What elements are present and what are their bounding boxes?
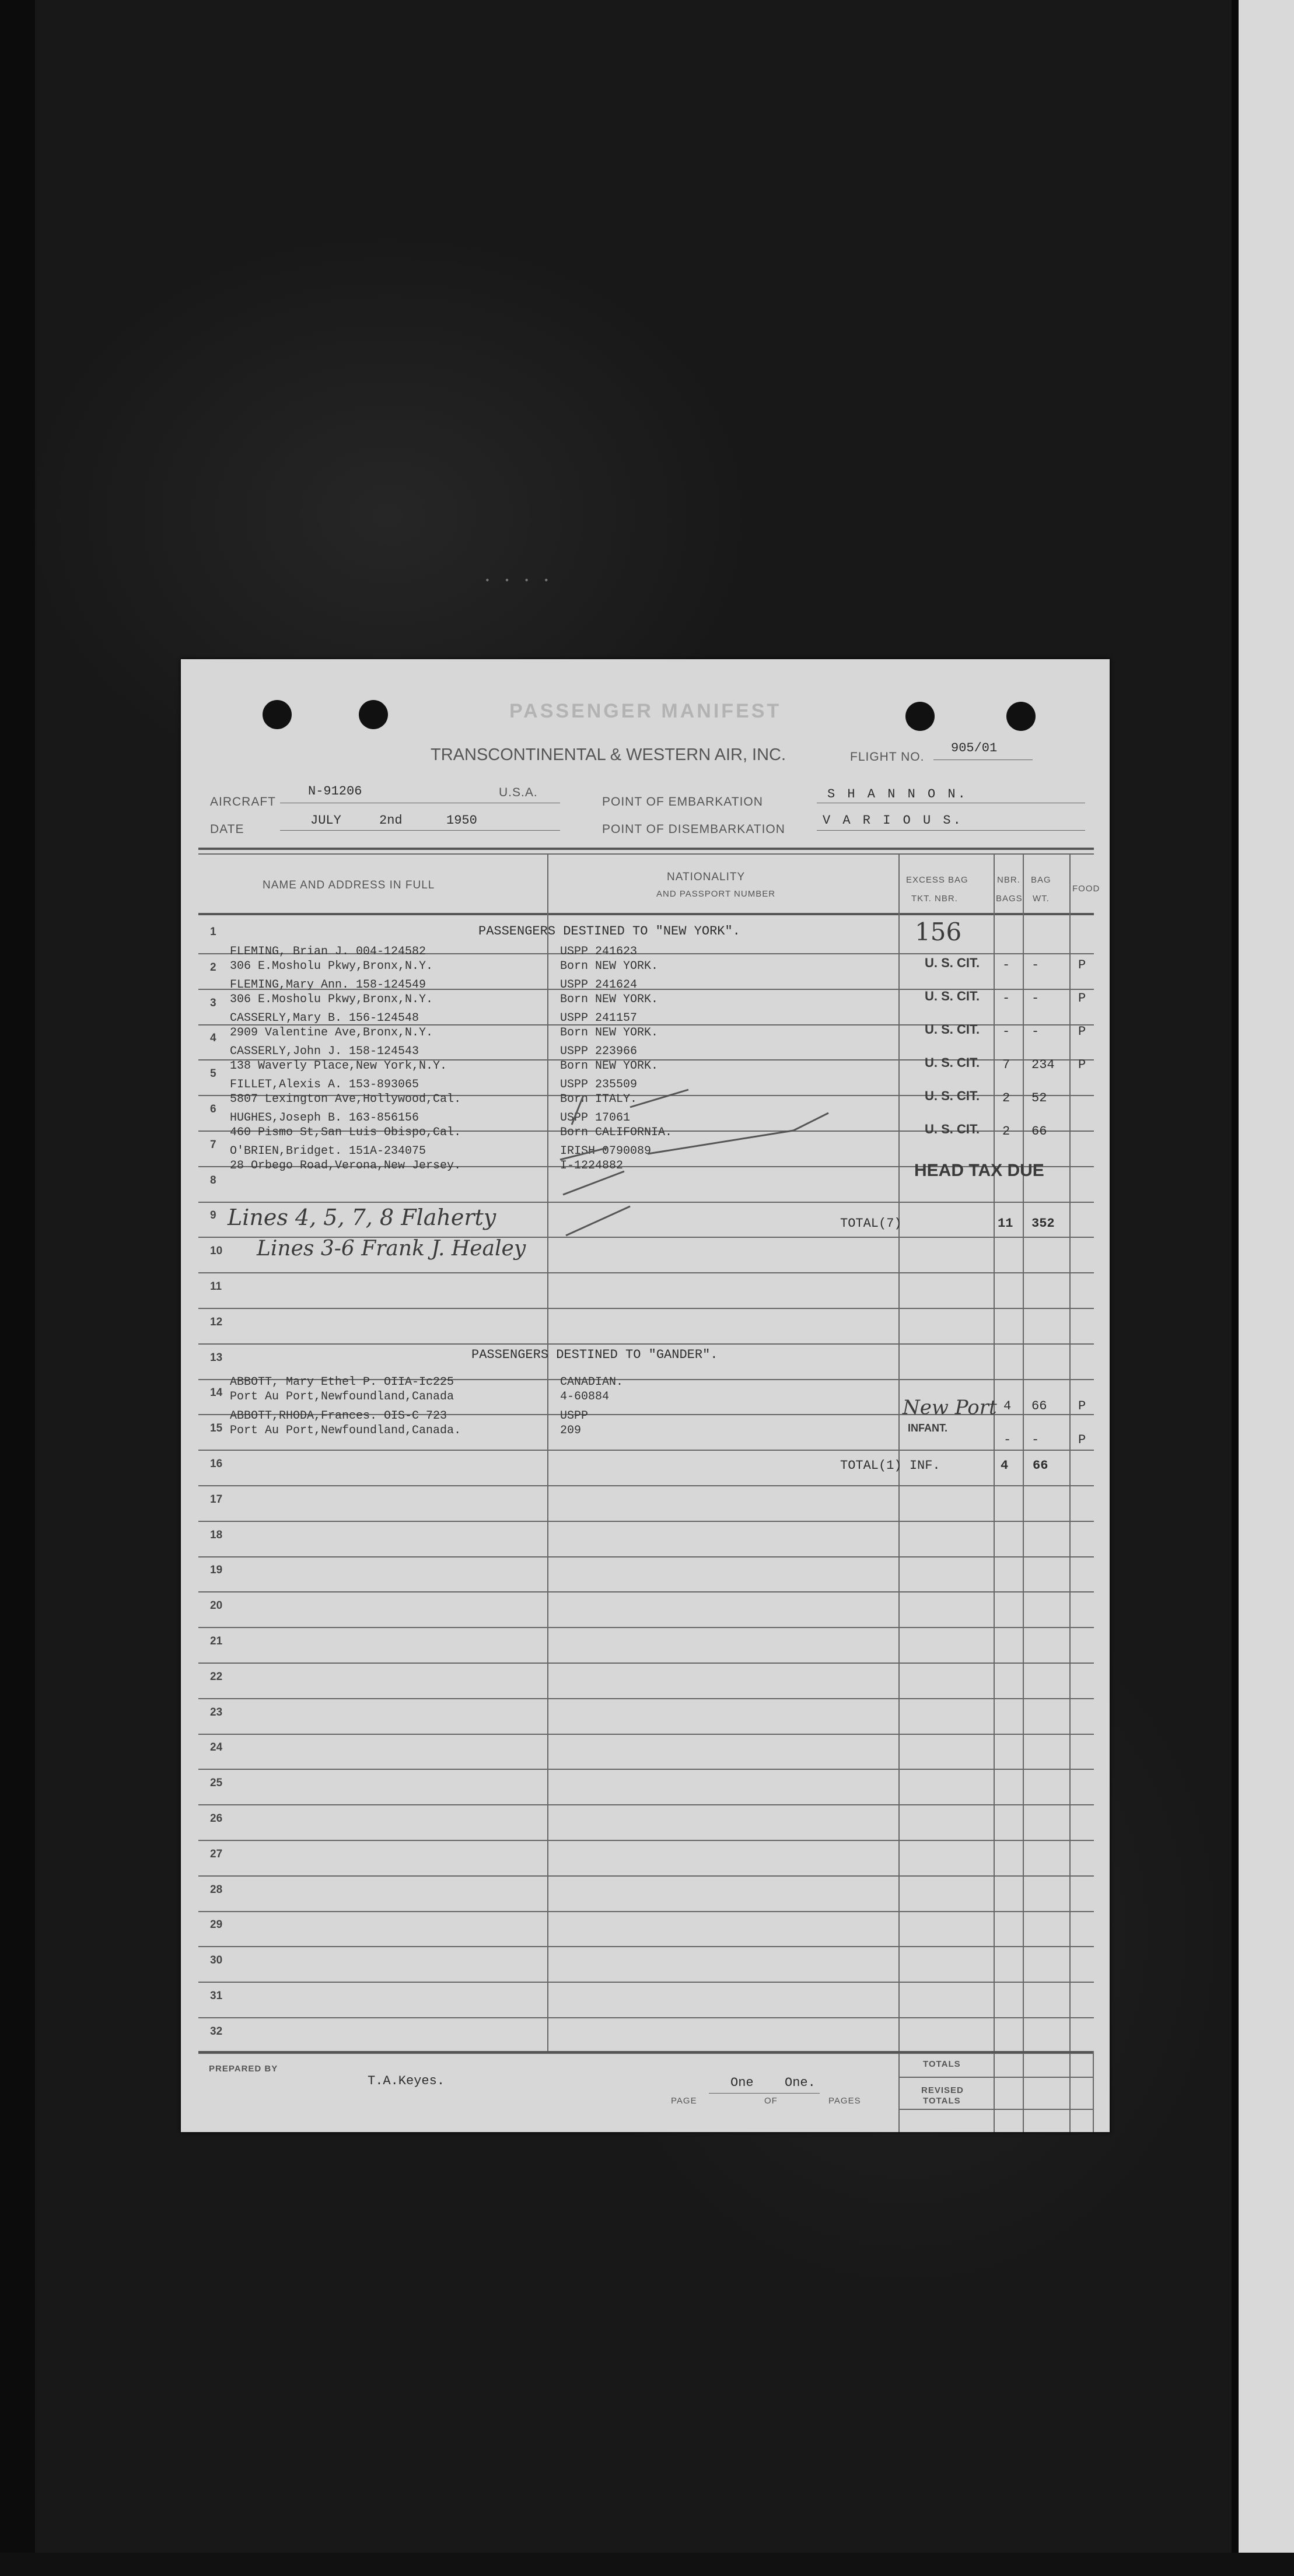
film-edge-left [0,0,35,2576]
passenger-birthplace: Born NEW YORK. [560,960,659,973]
passenger-birthplace: Born NEW YORK. [560,993,659,1006]
row-number: 1 [210,926,216,938]
total-ny-weight: 352 [1031,1216,1055,1231]
pages-label: PAGES [828,2096,861,2106]
food-code: P [1078,991,1086,1006]
row-number: 31 [210,1990,223,2002]
bag-weight: 52 [1031,1091,1047,1105]
row-rule [198,1556,1094,1558]
row-rule [198,1875,1094,1877]
passenger-birthplace: I-1224882 [560,1159,624,1172]
row-number: 26 [210,1812,223,1825]
passenger-passport: USPP 241624 [560,978,638,992]
passenger-nationality: USPP [560,1409,589,1423]
row-number: 19 [210,1564,223,1576]
passenger-address: 138 Waverly Place,New York,N.Y. [230,1059,447,1073]
row-number: 18 [210,1529,223,1541]
passenger-address: 306 E.Mosholu Pkwy,Bronx,N.Y. [230,960,433,973]
passenger-passport: IRISH 0790089 [560,1144,652,1158]
row-number: 28 [210,1884,223,1896]
food-code: P [1078,1024,1086,1039]
passenger-passport: USPP 17061 [560,1111,631,1125]
section-new-york: PASSENGERS DESTINED TO "NEW YORK". [478,924,740,939]
passenger-name: CASSERLY,John J. 158-124543 [230,1045,419,1058]
col-bag: BAG [1031,875,1051,885]
handwritten-strike-marks [560,1090,852,1247]
aircraft-label: AIRCRAFT [210,795,276,808]
passenger-address: 460 Pismo St,San Luis Obispo,Cal. [230,1126,461,1139]
row-rule [198,1662,1094,1664]
passenger-name: ABBOTT, Mary Ethel P. OIIA-Ic225 [230,1376,454,1389]
embark-label: POINT OF EMBARKATION [602,795,763,808]
row-number: 4 [210,1032,216,1044]
section-gander: PASSENGERS DESTINED TO "GANDER". [471,1348,718,1362]
handwritten-note-1: Lines 4, 5, 7, 8 Flaherty [228,1205,496,1230]
col-nbr: NBR. [997,875,1020,885]
bag-count: - [1002,958,1010,972]
prepared-by-label: PREPARED BY [209,2064,278,2074]
row-rule [198,1627,1094,1628]
row-number: 23 [210,1706,223,1718]
row-rule [198,1450,1094,1451]
film-edge-right [1239,0,1294,2576]
infant-label: INFANT. [908,1422,948,1434]
row-number: 14 [210,1387,223,1399]
bag-weight: - [1031,1433,1040,1447]
row-rule [198,1308,1094,1309]
citizenship-stamp: U. S. CIT. [925,1122,980,1136]
col-passport: AND PASSPORT NUMBER [656,889,776,899]
of-label: OF [764,2096,778,2106]
page-count: One. [785,2076,816,2090]
row-number: 12 [210,1316,223,1328]
row-rule [198,1982,1094,1983]
passenger-name: HUGHES,Joseph B. 163-856156 [230,1111,419,1125]
row-number: 6 [210,1103,216,1115]
passenger-birthplace: Born NEW YORK. [560,1059,659,1073]
passenger-passport: USPP 235509 [560,1078,638,1091]
passenger-address: 5807 Lexington Ave,Hollywood,Cal. [230,1093,461,1106]
row-number: 13 [210,1352,223,1364]
handwritten-note-2: Lines 3-6 Frank J. Healey [257,1237,526,1261]
embark-value: S H A N N O N. [827,787,968,802]
row-rule [198,1840,1094,1841]
passenger-name: O'BRIEN,Bridget. 151A-234075 [230,1144,426,1158]
registry-country: U.S.A. [499,786,538,799]
total-gander-label: TOTAL(1) INF. [840,1458,940,1473]
passenger-birthplace: Born CALIFORNIA. [560,1126,673,1139]
punch-hole-icon [1006,702,1036,731]
revised-label: REVISED [921,2085,964,2095]
col-bags: BAGS [996,894,1023,904]
passenger-passport: USPP 241623 [560,945,638,958]
food-code: P [1078,958,1086,972]
carrier-name: TRANSCONTINENTAL & WESTERN AIR, INC. [431,746,786,764]
date-day: 2nd [379,813,403,828]
bag-count: - [1002,991,1010,1006]
row-number: 8 [210,1174,216,1186]
row-rule [198,1946,1094,1947]
row-number: 20 [210,1600,223,1612]
bag-count: 7 [1002,1058,1010,1072]
passenger-passport: USPP 241157 [560,1012,638,1025]
row-number: 17 [210,1493,223,1506]
bag-count: - [1002,1024,1010,1039]
row-number: 15 [210,1422,223,1434]
row-rule [198,1804,1094,1805]
row-rule [198,1272,1094,1273]
date-label: DATE [210,822,244,836]
passenger-address: 306 E.Mosholu Pkwy,Bronx,N.Y. [230,993,433,1006]
total-ny-label: TOTAL(7) [840,1216,902,1231]
manifest-title: PASSENGER MANIFEST [509,700,782,722]
flight-no-label: FLIGHT NO. [850,750,925,764]
prepared-by: T.A.Keyes. [368,2074,445,2088]
row-rule [198,1521,1094,1522]
row-number: 5 [210,1068,216,1080]
row-number: 29 [210,1919,223,1931]
row-number: 7 [210,1139,216,1151]
row-number: 2 [210,961,216,974]
row-rule [198,1734,1094,1735]
page-label: PAGE [671,2096,697,2106]
col-wt: WT. [1033,894,1050,904]
passenger-address: 28 Orbego Road,Verona,New Jersey. [230,1159,461,1172]
row-number: 27 [210,1848,223,1860]
passenger-name: FLEMING, Brian J. 004-124582 [230,945,426,958]
col-ticket-nbr: TKT. NBR. [911,894,958,904]
bag-count: 2 [1002,1124,1010,1139]
passenger-passport: 209 [560,1424,582,1437]
head-tax-due-stamp: HEAD TAX DUE [914,1161,1044,1180]
row-number: 21 [210,1635,223,1647]
citizenship-stamp: U. S. CIT. [925,956,980,970]
row-number: 22 [210,1671,223,1683]
row-number: 32 [210,2025,223,2038]
bag-count: 2 [1002,1091,1010,1105]
row-number: 24 [210,1741,223,1754]
row-number: 30 [210,1954,223,1966]
row-rule [198,1591,1094,1592]
total-ny-bags: 11 [998,1216,1013,1231]
totals-label: TOTALS [923,2059,961,2069]
citizenship-stamp: U. S. CIT. [925,1088,980,1103]
film-edge-bottom [0,2553,1294,2576]
food-code: P [1078,1058,1086,1072]
passenger-passport: 4-60884 [560,1390,610,1404]
row-rule [198,1911,1094,1912]
passenger-birthplace: Born NEW YORK. [560,1026,659,1040]
manifest-sheet [181,659,1110,2132]
passenger-name: CASSERLY,Mary B. 156-124548 [230,1012,419,1025]
date-year: 1950 [446,813,477,828]
excess-ticket-number: 156 [915,918,962,946]
new-port-note: New Port [903,1396,997,1419]
row-rule [198,1485,1094,1486]
punch-hole-icon [359,700,388,729]
film-frame-mark: · · · · [484,569,553,592]
food-code: P [1078,1399,1086,1413]
row-rule [198,1698,1094,1699]
row-number: 16 [210,1458,223,1470]
passenger-passport: USPP 223966 [560,1045,638,1058]
disembark-value: V A R I O U S. [823,813,963,828]
film-edge-right-dark [1232,0,1239,2576]
aircraft-reg: N-91206 [308,784,362,799]
citizenship-stamp: U. S. CIT. [925,989,980,1003]
disembark-label: POINT OF DISEMBARKATION [602,822,785,836]
passenger-address: Port Au Port,Newfoundland,Canada [230,1390,454,1404]
row-number: 10 [210,1245,223,1257]
citizenship-stamp: U. S. CIT. [925,1022,980,1037]
passenger-name: FILLET,Alexis A. 153-893065 [230,1078,419,1091]
bag-weight: 66 [1031,1124,1047,1139]
col-nationality: NATIONALITY [667,871,746,883]
col-name-address: NAME AND ADDRESS IN FULL [263,879,435,891]
row-number: 11 [210,1280,222,1293]
punch-hole-icon [905,702,935,731]
row-number: 9 [210,1209,216,1222]
bag-weight: - [1031,991,1040,1006]
food-code: P [1078,1433,1086,1447]
bag-weight: - [1031,1024,1040,1039]
punch-hole-icon [263,700,292,729]
bag-weight: 66 [1031,1399,1047,1413]
passenger-birthplace: Born ITALY. [560,1093,638,1106]
passenger-address: Port Au Port,Newfoundland,Canada. [230,1424,461,1437]
total-gander-weight: 66 [1033,1458,1048,1473]
row-number: 25 [210,1777,223,1789]
citizenship-stamp: U. S. CIT. [925,1055,980,1070]
bag-weight: 234 [1031,1058,1055,1072]
row-rule [198,2017,1094,2018]
passenger-nationality: CANADIAN. [560,1376,624,1389]
row-rule [198,1769,1094,1770]
col-food: FOOD [1072,884,1100,894]
passenger-address: 2909 Valentine Ave,Bronx,N.Y. [230,1026,433,1040]
revised-totals-label: TOTALS [923,2096,961,2106]
flight-no: 905/01 [951,741,998,755]
passenger-name: FLEMING,Mary Ann. 158-124549 [230,978,426,992]
bag-weight: - [1031,958,1040,972]
total-gander-bags: 4 [1001,1458,1009,1473]
page-number: One [730,2076,754,2090]
passenger-name: ABBOTT,RHODA,Frances. OIS-C 723 [230,1409,447,1423]
date-month: JULY [310,813,341,828]
row-rule [198,1343,1094,1345]
col-excess-bag: EXCESS BAG [906,875,968,885]
bag-count: 4 [1003,1399,1012,1413]
row-number: 3 [210,997,216,1009]
bag-count: - [1003,1433,1012,1447]
